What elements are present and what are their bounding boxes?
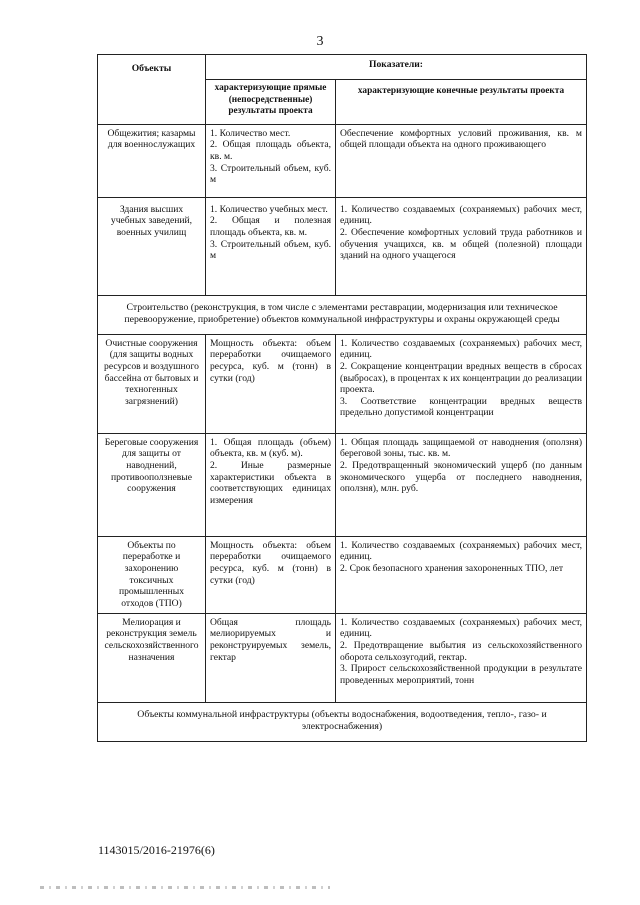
indicator-line: 2. Предотвращение выбытия из сельскохозяйственного оборота сельхозугодий, гектар. bbox=[340, 639, 583, 663]
indicator-line: 1. Количество создаваемых (сохраняемых) рабочих мест, единиц. bbox=[340, 337, 583, 361]
final-indicator-cell bbox=[336, 124, 587, 197]
direct-indicator-cell bbox=[206, 334, 336, 433]
direct-indicator-cell bbox=[206, 536, 336, 613]
indicator-line: 1. Количество учебных мест. bbox=[210, 203, 328, 215]
header-objects: Объекты bbox=[98, 55, 206, 125]
indicator-line: Обеспечение комфортных условий проживания, кв. м общей площади объекта на одного проживающего bbox=[340, 127, 583, 151]
section-row bbox=[98, 295, 587, 334]
table-header-row bbox=[98, 55, 587, 80]
indicator-line: 2. Сокращение концентрации вредных веществ в сбросах (выбросах), в процентах к их концентрации до реализации проекта. bbox=[340, 360, 583, 396]
document-number: 1143015/2016-21976(6) bbox=[98, 843, 215, 857]
indicator-line: 2. Иные размерные характеристики объекта в соответствующих единицах измерения bbox=[210, 459, 331, 506]
indicator-line: 1. Количество создаваемых (сохраняемых) рабочих мест, единиц. bbox=[340, 616, 583, 640]
indicator-line: 1. Количество создаваемых (сохраняемых) рабочих мест, единиц. bbox=[340, 539, 583, 563]
object-cell: Мелиорация и реконструкция земель сельскохозяйственного назначения bbox=[98, 613, 206, 702]
final-indicator-cell bbox=[336, 433, 587, 536]
indicator-line: 3. Соответствие концентрации вредных веществ предельно допустимой концентрации bbox=[340, 395, 583, 419]
header-final-results: характеризующие конечные результаты проекта bbox=[336, 80, 587, 125]
direct-indicator-cell bbox=[206, 124, 336, 197]
table-row bbox=[98, 334, 587, 433]
page-number: 3 bbox=[316, 34, 324, 49]
table-row bbox=[98, 197, 587, 295]
direct-indicator-cell bbox=[206, 613, 336, 702]
indicator-line: 3. Строительный объем, куб. м bbox=[210, 162, 331, 186]
final-indicator-cell bbox=[336, 613, 587, 702]
object-cell: Очистные сооружения (для защиты водных ресурсов и воздушного бассейна от бытовых и техногенных загрязнений) bbox=[98, 334, 206, 433]
header-indicators: Показатели: bbox=[206, 55, 587, 80]
indicator-line: 2. Обеспечение комфортных условий труда работников и обучения учащихся, кв. м общей (полезной) площади зданий на одного учащегося bbox=[340, 226, 583, 262]
indicators-table bbox=[97, 54, 587, 742]
table-row bbox=[98, 613, 587, 702]
indicator-line: 1. Количество мест. bbox=[210, 127, 291, 139]
object-cell: Объекты по переработке и захоронению токсичных промышленных отходов (ТПО) bbox=[98, 536, 206, 613]
indicator-line: 2. Общая и полезная площадь объекта, кв. м. bbox=[210, 215, 331, 238]
section-heading-communal-infrastructure: Объекты коммунальной инфраструктуры (объекты водоснабжения, водоотведения, тепло-, газо- и электроснабжения) bbox=[98, 702, 587, 741]
indicator-line: Мощность объекта: объем переработки очищаемого ресурса, куб. м (тонн) в сутки (год) bbox=[210, 539, 331, 586]
table-row bbox=[98, 124, 587, 197]
object-cell: Береговые сооружения для защиты от наводнений, противооползневые сооружения bbox=[98, 433, 206, 536]
scan-noise-strip bbox=[40, 886, 330, 889]
direct-indicator-cell bbox=[206, 197, 336, 295]
final-indicator-cell bbox=[336, 197, 587, 295]
final-indicator-cell bbox=[336, 536, 587, 613]
table-row bbox=[98, 536, 587, 613]
direct-indicator-cell bbox=[206, 433, 336, 536]
indicator-line: 1. Общая площадь защищаемой от наводнения (оползня) береговой зоны, тыс. кв. м. bbox=[340, 436, 583, 460]
object-cell: Здания высших учебных заведений, военных училищ bbox=[98, 197, 206, 295]
indicator-line: 2. Общая площадь объекта, кв. м. bbox=[210, 139, 331, 162]
final-indicator-cell bbox=[336, 334, 587, 433]
indicator-line: 2. Предотвращенный экономический ущерб (по данным экономического ущерба от последнего наводнения, оползня), млн. руб. bbox=[340, 459, 583, 495]
header-direct-results: характеризующие прямые (непосредственные) результаты проекта bbox=[206, 80, 336, 125]
indicator-line: 1. Количество создаваемых (сохраняемых) рабочих мест, единиц. bbox=[340, 203, 583, 227]
table-row bbox=[98, 433, 587, 536]
object-cell: Общежития; казармы для военнослужащих bbox=[98, 124, 206, 197]
indicator-line: Мощность объекта: объем переработки очищаемого ресурса, куб. м (тонн) в сутки (год) bbox=[210, 337, 331, 384]
section-row bbox=[98, 702, 587, 741]
indicator-line: 3. Прирост сельскохозяйственной продукции в результате проведенных мероприятий, тонн bbox=[340, 663, 583, 686]
section-heading-communal-environment: Строительство (реконструкция, в том числе с элементами реставрации, модернизация или техническое перевооружение, приобретение) объектов коммунальной инфраструктуры и охраны окружающей среды bbox=[98, 295, 587, 334]
indicator-line: 1. Общая площадь (объем) объекта, кв. м (куб. м). bbox=[210, 436, 331, 460]
indicator-line: 2. Срок безопасного хранения захороненных ТПО, лет bbox=[340, 562, 564, 574]
indicator-line: 3. Строительный объем, куб. м bbox=[210, 238, 331, 262]
indicator-line: Общая площадь мелиорируемых и реконструируемых земель, гектар bbox=[210, 616, 331, 663]
